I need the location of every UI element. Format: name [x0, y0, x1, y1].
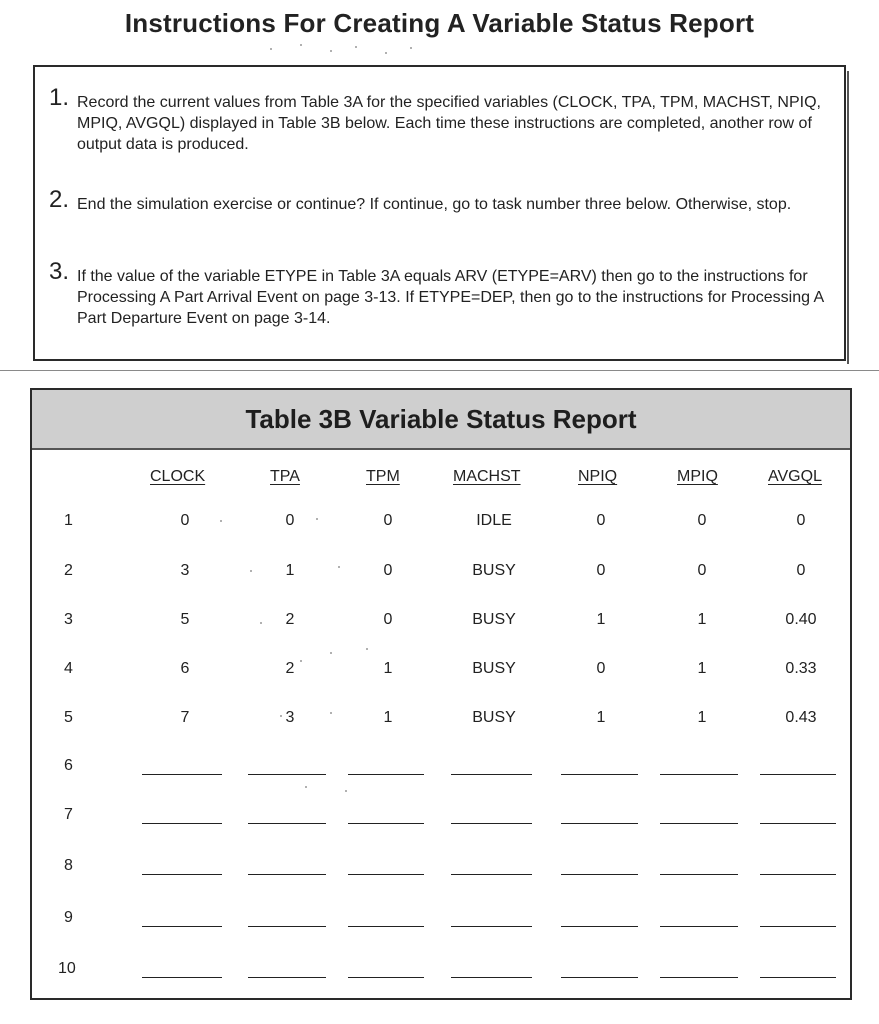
- scan-speck: [305, 786, 307, 788]
- scan-speck: [345, 790, 347, 792]
- row-number: 9: [64, 909, 73, 926]
- table-cell-mpiq: 1: [697, 709, 707, 726]
- blank-entry-line: [348, 874, 424, 875]
- table-cell-npiq: 0: [596, 512, 606, 529]
- blank-entry-line: [248, 774, 326, 775]
- blank-entry-line: [348, 823, 424, 824]
- scan-speck: [410, 47, 412, 49]
- blank-entry-line: [660, 874, 738, 875]
- scan-speck: [280, 715, 282, 717]
- table-cell-machst: BUSY: [472, 660, 516, 677]
- scan-speck: [300, 660, 302, 662]
- section-divider: [0, 370, 879, 371]
- scan-speck: [330, 712, 332, 714]
- column-header-tpm: TPM: [366, 468, 400, 485]
- row-number: 4: [64, 660, 73, 677]
- row-number: 7: [64, 806, 73, 823]
- step-text: End the simulation exercise or continue? If continue, go to task number three below. Otherwise, stop.: [77, 196, 792, 213]
- row-number: 6: [64, 757, 73, 774]
- blank-entry-line: [451, 926, 532, 927]
- column-header-machst: MACHST: [453, 468, 521, 485]
- table-cell-avgql: 0: [796, 512, 806, 529]
- scan-speck: [330, 652, 332, 654]
- scan-speck: [270, 48, 272, 50]
- table-cell-machst: BUSY: [472, 562, 516, 579]
- table-cell-tpa: 3: [285, 709, 295, 726]
- table-cell-clock: 0: [180, 512, 190, 529]
- table-cell-machst: IDLE: [476, 512, 512, 529]
- blank-entry-line: [760, 823, 836, 824]
- blank-entry-line: [760, 874, 836, 875]
- column-header-clock: CLOCK: [150, 468, 206, 485]
- blank-entry-line: [348, 977, 424, 978]
- table-cell-clock: 3: [180, 562, 190, 579]
- blank-entry-line: [142, 926, 222, 927]
- table-cell-tpm: 1: [383, 709, 393, 726]
- blank-entry-line: [561, 874, 638, 875]
- table-cell-tpa: 0: [285, 512, 295, 529]
- blank-entry-line: [142, 977, 222, 978]
- table-cell-tpm: 0: [383, 611, 393, 628]
- table-cell-npiq: 0: [596, 562, 606, 579]
- blank-entry-line: [561, 977, 638, 978]
- scan-speck: [300, 44, 302, 46]
- table-cell-avgql: 0.33: [785, 660, 817, 677]
- blank-entry-line: [248, 823, 326, 824]
- blank-entry-line: [561, 926, 638, 927]
- table-cell-mpiq: 1: [697, 611, 707, 628]
- table-cell-avgql: 0: [796, 562, 806, 579]
- page-title: Instructions For Creating A Variable Status Report: [124, 8, 755, 38]
- blank-entry-line: [348, 926, 424, 927]
- row-number: 2: [64, 562, 73, 579]
- blank-entry-line: [451, 774, 532, 775]
- blank-entry-line: [248, 977, 326, 978]
- column-header-mpiq: MPIQ: [677, 468, 718, 485]
- table-cell-npiq: 1: [596, 709, 606, 726]
- table-cell-clock: 7: [180, 709, 190, 726]
- step-text: If the value of the variable ETYPE in Table 3A equals ARV (ETYPE=ARV) then go to the instructions for Processing A Part Arrival Event on page 3-13. If ETYPE=DEP, then go to the instructions for Processing A Part Departure Event on page 3-14.: [77, 268, 824, 327]
- row-number: 8: [64, 857, 73, 874]
- table-cell-mpiq: 0: [697, 562, 707, 579]
- blank-entry-line: [561, 774, 638, 775]
- row-number: 5: [64, 709, 73, 726]
- column-header-avgql: AVGQL: [768, 468, 822, 485]
- table-cell-avgql: 0.43: [785, 709, 817, 726]
- scan-speck: [338, 566, 340, 568]
- scan-speck: [355, 46, 357, 48]
- scan-speck: [366, 648, 368, 650]
- blank-entry-line: [760, 926, 836, 927]
- blank-entry-line: [142, 774, 222, 775]
- row-number: 1: [64, 512, 73, 529]
- scan-speck: [260, 622, 262, 624]
- table-cell-machst: BUSY: [472, 709, 516, 726]
- blank-entry-line: [660, 823, 738, 824]
- step-number: 3.: [49, 258, 70, 285]
- table-cell-mpiq: 1: [697, 660, 707, 677]
- blank-entry-line: [660, 774, 738, 775]
- table-cell-tpa: 1: [285, 562, 295, 579]
- column-header-tpa: TPA: [270, 468, 300, 485]
- blank-entry-line: [760, 977, 836, 978]
- table-cell-npiq: 0: [596, 660, 606, 677]
- column-header-npiq: NPIQ: [578, 468, 618, 485]
- blank-entry-line: [451, 823, 532, 824]
- table-cell-tpm: 0: [383, 562, 393, 579]
- blank-entry-line: [248, 874, 326, 875]
- blank-entry-line: [248, 926, 326, 927]
- instruction-step-3: [49, 258, 829, 329]
- table-cell-tpa: 2: [285, 611, 295, 628]
- table-cell-avgql: 0.40: [785, 611, 817, 628]
- blank-entry-line: [660, 977, 738, 978]
- blank-entry-line: [561, 823, 638, 824]
- scan-speck: [250, 570, 252, 572]
- table-cell-tpa: 2: [285, 660, 295, 677]
- table-cell-clock: 6: [180, 660, 190, 677]
- instruction-step-1: [49, 84, 829, 155]
- instruction-step-2: [49, 186, 829, 215]
- scan-speck: [385, 52, 387, 54]
- table-cell-machst: BUSY: [472, 611, 516, 628]
- table-title: Table 3B Variable Status Report: [32, 390, 850, 450]
- blank-entry-line: [142, 874, 222, 875]
- table-cell-clock: 5: [180, 611, 190, 628]
- row-number: 3: [64, 611, 73, 628]
- table-cell-tpm: 0: [383, 512, 393, 529]
- row-number: 10: [58, 960, 76, 977]
- scan-speck: [330, 50, 332, 52]
- table-cell-tpm: 1: [383, 660, 393, 677]
- blank-entry-line: [142, 823, 222, 824]
- step-number: 2.: [49, 186, 70, 213]
- blank-entry-line: [451, 874, 532, 875]
- step-text: Record the current values from Table 3A for the specified variables (CLOCK, TPA, TPM, MACHST, NPIQ, MPIQ, AVGQL) displayed in Table 3B below. Each time these instructions are completed, another row of output data is produced.: [77, 94, 821, 153]
- scan-speck: [316, 518, 318, 520]
- table-cell-mpiq: 0: [697, 512, 707, 529]
- scan-speck: [220, 520, 222, 522]
- table-cell-npiq: 1: [596, 611, 606, 628]
- blank-entry-line: [760, 774, 836, 775]
- blank-entry-line: [660, 926, 738, 927]
- blank-entry-line: [348, 774, 424, 775]
- step-number: 1.: [49, 84, 70, 111]
- instructions-box: [33, 65, 846, 361]
- blank-entry-line: [451, 977, 532, 978]
